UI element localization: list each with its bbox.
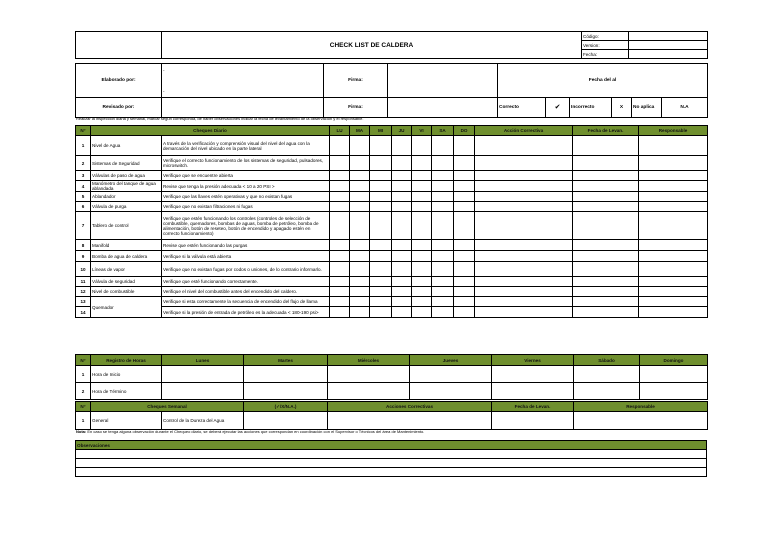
responsable-cell[interactable] <box>639 181 708 192</box>
day-cell-lu[interactable] <box>330 136 350 156</box>
fecha-levan-cell[interactable] <box>573 277 639 287</box>
daily-item: Nivel de Agua <box>91 136 162 156</box>
day-cell-do[interactable] <box>454 171 475 181</box>
incorrecto-x-icon: X <box>612 98 632 118</box>
day-cell-ma[interactable] <box>350 262 370 277</box>
day-cell-ma[interactable] <box>350 192 370 202</box>
day-cell-sa[interactable] <box>432 136 454 156</box>
weekly-header-mark: (✓/X/N.A.) <box>244 402 328 412</box>
table-row <box>76 383 708 400</box>
day-cell-do[interactable] <box>454 240 475 251</box>
elaborado-dash-2: - <box>163 88 165 94</box>
accion-correctiva-cell[interactable] <box>475 202 573 212</box>
daily-check-text: Verifique si la válvula está abierta <box>162 251 330 262</box>
daily-check-text: Revise que estén funcionando las purgas <box>162 240 330 251</box>
responsable-cell[interactable] <box>639 287 708 297</box>
day-cell-vi[interactable] <box>412 277 432 287</box>
hours-header-viernes: Viernes <box>492 355 574 366</box>
day-cell-mi[interactable] <box>370 262 392 277</box>
fecha-del-al-label: Fecha del al <box>498 64 708 98</box>
accion-correctiva-cell[interactable] <box>475 212 573 240</box>
firma-value-1[interactable] <box>388 64 498 98</box>
weekly-mark-cell[interactable] <box>244 412 328 430</box>
day-cell-ju[interactable] <box>392 202 412 212</box>
daily-header-accion: Acción Correctiva <box>475 126 573 136</box>
responsable-cell[interactable] <box>639 307 708 318</box>
day-cell-ma[interactable] <box>350 240 370 251</box>
day-cell-ma[interactable] <box>350 202 370 212</box>
day-cell-sa[interactable] <box>432 212 454 240</box>
table-row <box>76 297 708 307</box>
correcto-check-icon: ✔ <box>546 98 570 118</box>
hours-cell[interactable] <box>410 383 492 400</box>
row-number: 14 <box>76 307 91 318</box>
firma-label-1: Firma: <box>324 64 388 98</box>
daily-header-lu: LU <box>330 126 350 136</box>
codigo-value[interactable] <box>629 32 708 41</box>
accion-correctiva-cell[interactable] <box>475 192 573 202</box>
fecha-levan-cell[interactable] <box>573 156 639 171</box>
table-row <box>76 307 708 318</box>
day-cell-vi[interactable] <box>412 307 432 318</box>
row-number: 1 <box>76 366 91 383</box>
daily-item: Manifold <box>91 240 162 251</box>
fecha-levan-cell[interactable] <box>573 181 639 192</box>
hours-row-label: Hora de Inicio <box>91 366 162 383</box>
accion-correctiva-cell[interactable] <box>475 240 573 251</box>
table-row <box>76 181 708 192</box>
daily-item: Nivel de combustible <box>91 287 162 297</box>
hours-header-registro: Registro de Horas <box>91 355 162 366</box>
signature-table <box>75 63 708 118</box>
responsable-cell[interactable] <box>639 277 708 287</box>
responsable-cell[interactable] <box>639 262 708 277</box>
day-cell-mi[interactable] <box>370 181 392 192</box>
weekly-header-cheques: Cheques Semanal <box>91 402 244 412</box>
table-row <box>76 251 708 262</box>
daily-check-text: Revise que tenga la presión adecuada < 10 a 20 PSI > <box>162 181 330 192</box>
day-cell-lu[interactable] <box>330 251 350 262</box>
fecha-levan-cell[interactable] <box>573 202 639 212</box>
revisado-value[interactable] <box>162 98 324 118</box>
table-row <box>76 136 708 156</box>
daily-check-text: Verifique que estén funcionando los controles (controles de selección de combustible, quemadores, bombas de aguas, bomba de petróleo, bomba de alimentación, botón de reseteo, botón de encendido y apagado estén en correcto funcionamiento) <box>162 212 330 240</box>
day-cell-do[interactable] <box>454 277 475 287</box>
day-cell-ma[interactable] <box>350 181 370 192</box>
weekly-checks-table <box>75 401 708 430</box>
day-cell-vi[interactable] <box>412 212 432 240</box>
daily-header-responsable: Responsable <box>639 126 708 136</box>
day-cell-do[interactable] <box>454 136 475 156</box>
day-cell-ju[interactable] <box>392 240 412 251</box>
daily-header-ju: JU <box>392 126 412 136</box>
version-label: Version: <box>582 41 629 50</box>
accion-correctiva-cell[interactable] <box>475 297 573 307</box>
row-number: 13 <box>76 297 91 307</box>
document-title: CHECK LIST DE CALDERA <box>162 32 582 59</box>
day-cell-sa[interactable] <box>432 277 454 287</box>
daily-item: Válvulas de paso de agua <box>91 171 162 181</box>
day-cell-ma[interactable] <box>350 307 370 318</box>
day-cell-lu[interactable] <box>330 240 350 251</box>
table-row <box>76 202 708 212</box>
hours-header-num: N° <box>76 355 91 366</box>
observaciones-header: Observaciones <box>76 441 707 450</box>
day-cell-sa[interactable] <box>432 251 454 262</box>
row-number: 5 <box>76 192 91 202</box>
hours-cell[interactable] <box>574 383 640 400</box>
accion-correctiva-cell[interactable] <box>475 136 573 156</box>
day-cell-lu[interactable] <box>330 262 350 277</box>
day-cell-mi[interactable] <box>370 171 392 181</box>
table-row <box>76 262 708 277</box>
revisado-label: Revisado por: <box>76 98 162 118</box>
day-cell-ju[interactable] <box>392 251 412 262</box>
table-row <box>76 412 708 430</box>
daily-header-do: DO <box>454 126 475 136</box>
daily-checks-table <box>75 125 708 318</box>
fecha-levan-cell[interactable] <box>573 240 639 251</box>
day-cell-ma[interactable] <box>350 212 370 240</box>
hours-header-sabado: Sábado <box>574 355 640 366</box>
fecha-label: Fecha: <box>582 50 629 59</box>
day-cell-ma[interactable] <box>350 171 370 181</box>
day-cell-vi[interactable] <box>412 136 432 156</box>
daily-header-fecha: Fecha de Levan. <box>573 126 639 136</box>
daily-check-text: Verifique que no existan filtraciones ni fugas <box>162 202 330 212</box>
note-label: Nota: <box>76 430 87 434</box>
row-number: 3 <box>76 171 91 181</box>
elaborado-value[interactable] <box>162 64 324 98</box>
day-cell-lu[interactable] <box>330 287 350 297</box>
day-cell-vi[interactable] <box>412 156 432 171</box>
day-cell-do[interactable] <box>454 212 475 240</box>
day-cell-lu[interactable] <box>330 277 350 287</box>
hours-cell[interactable] <box>492 366 574 383</box>
day-cell-do[interactable] <box>454 251 475 262</box>
day-cell-vi[interactable] <box>412 262 432 277</box>
day-cell-sa[interactable] <box>432 307 454 318</box>
daily-header-cheques: Cheques Diario <box>91 126 330 136</box>
row-number: 2 <box>76 383 91 400</box>
observaciones-line[interactable] <box>76 468 707 477</box>
hours-cell[interactable] <box>328 366 410 383</box>
day-cell-lu[interactable] <box>330 181 350 192</box>
day-cell-vi[interactable] <box>412 297 432 307</box>
day-cell-do[interactable] <box>454 181 475 192</box>
hours-cell[interactable] <box>492 383 574 400</box>
daily-check-text: Verifique que esté funcionando correctamente. <box>162 277 330 287</box>
day-cell-ma[interactable] <box>350 287 370 297</box>
weekly-accion-cell[interactable] <box>328 412 492 430</box>
day-cell-vi[interactable] <box>412 181 432 192</box>
day-cell-ju[interactable] <box>392 262 412 277</box>
accion-correctiva-cell[interactable] <box>475 277 573 287</box>
responsable-cell[interactable] <box>639 171 708 181</box>
hours-row-label: Hora de Término <box>91 383 162 400</box>
day-cell-ma[interactable] <box>350 297 370 307</box>
correcto-label: Correcto <box>498 98 546 118</box>
observaciones-table <box>75 440 707 477</box>
day-cell-ju[interactable] <box>392 297 412 307</box>
weekly-fecha-cell[interactable] <box>492 412 574 430</box>
row-number: 8 <box>76 240 91 251</box>
hours-table <box>75 354 708 400</box>
row-number: 7 <box>76 212 91 240</box>
responsable-cell[interactable] <box>639 212 708 240</box>
row-number: 10 <box>76 262 91 277</box>
daily-item: Sistemas de Seguridad <box>91 156 162 171</box>
row-number: 1 <box>76 412 91 430</box>
daily-check-text: Verifique si la presión de entrada de petróleo es la adecuada < 180-190 psi> <box>162 307 330 318</box>
weekly-header-num: N° <box>76 402 91 412</box>
day-cell-do[interactable] <box>454 262 475 277</box>
day-cell-sa[interactable] <box>432 192 454 202</box>
day-cell-mi[interactable] <box>370 307 392 318</box>
day-cell-do[interactable] <box>454 192 475 202</box>
day-cell-do[interactable] <box>454 297 475 307</box>
daily-check-text: Verifique que no existan fugas por codos o uniones, de lo contrario informarlo. <box>162 262 330 277</box>
day-cell-mi[interactable] <box>370 202 392 212</box>
day-cell-lu[interactable] <box>330 171 350 181</box>
daily-check-text: Verifique que se encuentre abierta <box>162 171 330 181</box>
daily-check-text: Verifique el correcto funcionamiento de los sistemas de seguridad, pulsadores, microswitch. <box>162 156 330 171</box>
day-cell-ju[interactable] <box>392 277 412 287</box>
day-cell-do[interactable] <box>454 202 475 212</box>
day-cell-sa[interactable] <box>432 181 454 192</box>
hours-header-domingo: Domingo <box>640 355 708 366</box>
day-cell-mi[interactable] <box>370 136 392 156</box>
day-cell-sa[interactable] <box>432 171 454 181</box>
daily-check-text: Verifique el nivel del combustible antes del encendido del caldero. <box>162 287 330 297</box>
table-row <box>76 171 708 181</box>
note-body: En caso se tenga alguna observación durante el Chequeo diario, se deberá ejecutar las acciones que correspondan en coordinación con el Supervisor o Técnicos del área de Mantenimiento. <box>86 430 425 434</box>
day-cell-mi[interactable] <box>370 212 392 240</box>
daily-item: Bomba de agua de caldera <box>91 251 162 262</box>
table-row <box>76 240 708 251</box>
no-aplica-label: No aplica <box>632 98 662 118</box>
daily-header-sa: SA <box>432 126 454 136</box>
elaborado-label: Elaborado por: <box>76 64 162 98</box>
fecha-levan-cell[interactable] <box>573 307 639 318</box>
observaciones-line[interactable] <box>76 450 707 459</box>
fecha-levan-cell[interactable] <box>573 212 639 240</box>
daily-header-mi: MI <box>370 126 392 136</box>
accion-correctiva-cell[interactable] <box>475 307 573 318</box>
table-row <box>76 277 708 287</box>
fecha-levan-cell[interactable] <box>573 136 639 156</box>
firma-value-2[interactable] <box>388 98 498 118</box>
day-cell-ma[interactable] <box>350 251 370 262</box>
weekly-responsable-cell[interactable] <box>574 412 708 430</box>
day-cell-ju[interactable] <box>392 156 412 171</box>
weekly-header-acciones: Acciones Correctivas <box>328 402 492 412</box>
accion-correctiva-cell[interactable] <box>475 181 573 192</box>
hours-cell[interactable] <box>162 366 244 383</box>
instruction-text: Realizar la inspección diaria y semanal, marcar según corresponda, de haber observaciones indicar la fecha de levantamiento de la observación y el responsable. <box>76 117 364 121</box>
day-cell-lu[interactable] <box>330 212 350 240</box>
hours-cell[interactable] <box>574 366 640 383</box>
day-cell-ju[interactable] <box>392 181 412 192</box>
table-row <box>76 192 708 202</box>
fecha-levan-cell[interactable] <box>573 251 639 262</box>
day-cell-vi[interactable] <box>412 171 432 181</box>
version-value[interactable] <box>629 41 708 50</box>
daily-check-text: A través de la verificación y comprensión visual del nivel del agua con la demarcación del nivel ubicado en la parte lateral <box>162 136 330 156</box>
observaciones-line[interactable] <box>76 459 707 468</box>
hours-header-lunes: Lunes <box>162 355 244 366</box>
responsable-cell[interactable] <box>639 240 708 251</box>
day-cell-ju[interactable] <box>392 307 412 318</box>
daily-item: Válvula de seguridad <box>91 277 162 287</box>
note-text <box>76 430 706 435</box>
day-cell-vi[interactable] <box>412 240 432 251</box>
table-row <box>76 156 708 171</box>
day-cell-sa[interactable] <box>432 287 454 297</box>
daily-item: Líneas de vapor <box>91 262 162 277</box>
daily-item: Tablero de control <box>91 212 162 240</box>
fecha-value[interactable] <box>629 50 708 59</box>
daily-item: Quemador <box>91 297 162 318</box>
day-cell-ma[interactable] <box>350 156 370 171</box>
na-label: N.A <box>662 98 708 118</box>
day-cell-ju[interactable] <box>392 212 412 240</box>
daily-header-num: N° <box>76 126 91 136</box>
day-cell-vi[interactable] <box>412 287 432 297</box>
responsable-cell[interactable] <box>639 136 708 156</box>
row-number: 2 <box>76 156 91 171</box>
responsable-cell[interactable] <box>639 192 708 202</box>
day-cell-mi[interactable] <box>370 287 392 297</box>
elaborado-dash-1: - <box>163 67 165 73</box>
row-number: 6 <box>76 202 91 212</box>
responsable-cell[interactable] <box>639 251 708 262</box>
day-cell-sa[interactable] <box>432 202 454 212</box>
responsable-cell[interactable] <box>639 202 708 212</box>
day-cell-sa[interactable] <box>432 156 454 171</box>
fecha-levan-cell[interactable] <box>573 297 639 307</box>
day-cell-mi[interactable] <box>370 251 392 262</box>
row-number: 4 <box>76 181 91 192</box>
day-cell-lu[interactable] <box>330 307 350 318</box>
day-cell-lu[interactable] <box>330 192 350 202</box>
hours-cell[interactable] <box>640 366 708 383</box>
day-cell-do[interactable] <box>454 156 475 171</box>
table-row <box>76 212 708 240</box>
table-row <box>76 287 708 297</box>
weekly-header-fecha: Fecha de Levan. <box>492 402 574 412</box>
daily-check-text: Verifique si esta correctamente la secuencia de encendido del flujo de llama <box>162 297 330 307</box>
day-cell-vi[interactable] <box>412 251 432 262</box>
accion-correctiva-cell[interactable] <box>475 262 573 277</box>
day-cell-ju[interactable] <box>392 171 412 181</box>
hours-cell[interactable] <box>162 383 244 400</box>
day-cell-mi[interactable] <box>370 240 392 251</box>
hours-cell[interactable] <box>244 383 328 400</box>
day-cell-do[interactable] <box>454 307 475 318</box>
day-cell-vi[interactable] <box>412 202 432 212</box>
hours-header-miercoles: Miércoles <box>328 355 410 366</box>
table-row <box>76 366 708 383</box>
day-cell-ju[interactable] <box>392 287 412 297</box>
day-cell-mi[interactable] <box>370 277 392 287</box>
accion-correctiva-cell[interactable] <box>475 171 573 181</box>
daily-check-text: Verifique que las llaves estén operativas y que no existan fugas <box>162 192 330 202</box>
day-cell-ma[interactable] <box>350 136 370 156</box>
day-cell-vi[interactable] <box>412 192 432 202</box>
header-table <box>75 31 708 59</box>
responsable-cell[interactable] <box>639 297 708 307</box>
day-cell-do[interactable] <box>454 287 475 297</box>
weekly-header-responsable: Responsable <box>574 402 708 412</box>
accion-correctiva-cell[interactable] <box>475 156 573 171</box>
fecha-levan-cell[interactable] <box>573 171 639 181</box>
day-cell-sa[interactable] <box>432 240 454 251</box>
day-cell-ju[interactable] <box>392 136 412 156</box>
day-cell-lu[interactable] <box>330 202 350 212</box>
daily-item: Manómetro del tanque de agua ablandada <box>91 181 162 192</box>
hours-header-martes: Martes <box>244 355 328 366</box>
daily-header-ma: MA <box>350 126 370 136</box>
row-number: 11 <box>76 277 91 287</box>
day-cell-mi[interactable] <box>370 156 392 171</box>
responsable-cell[interactable] <box>639 156 708 171</box>
row-number: 12 <box>76 287 91 297</box>
accion-correctiva-cell[interactable] <box>475 287 573 297</box>
day-cell-mi[interactable] <box>370 192 392 202</box>
day-cell-mi[interactable] <box>370 297 392 307</box>
day-cell-sa[interactable] <box>432 262 454 277</box>
firma-label-2: Firma: <box>324 98 388 118</box>
accion-correctiva-cell[interactable] <box>475 251 573 262</box>
row-number: 1 <box>76 136 91 156</box>
hours-cell[interactable] <box>640 383 708 400</box>
daily-item: Válvula de purga <box>91 202 162 212</box>
day-cell-ju[interactable] <box>392 192 412 202</box>
logo-cell <box>76 32 162 59</box>
hours-header-jueves: Jueves <box>410 355 492 366</box>
daily-header-vi: VI <box>412 126 432 136</box>
weekly-item: General <box>91 412 162 430</box>
codigo-label: Código: <box>582 32 629 41</box>
hours-cell[interactable] <box>410 366 492 383</box>
hours-cell[interactable] <box>328 383 410 400</box>
row-number: 9 <box>76 251 91 262</box>
day-cell-lu[interactable] <box>330 156 350 171</box>
incorrecto-label: Incorrecto <box>570 98 612 118</box>
day-cell-sa[interactable] <box>432 297 454 307</box>
hours-cell[interactable] <box>244 366 328 383</box>
fecha-levan-cell[interactable] <box>573 262 639 277</box>
weekly-check-text: Control de la Dureza del Agua <box>162 412 244 430</box>
fecha-levan-cell[interactable] <box>573 192 639 202</box>
day-cell-lu[interactable] <box>330 297 350 307</box>
day-cell-ma[interactable] <box>350 277 370 287</box>
fecha-levan-cell[interactable] <box>573 287 639 297</box>
daily-item: Ablandador <box>91 192 162 202</box>
